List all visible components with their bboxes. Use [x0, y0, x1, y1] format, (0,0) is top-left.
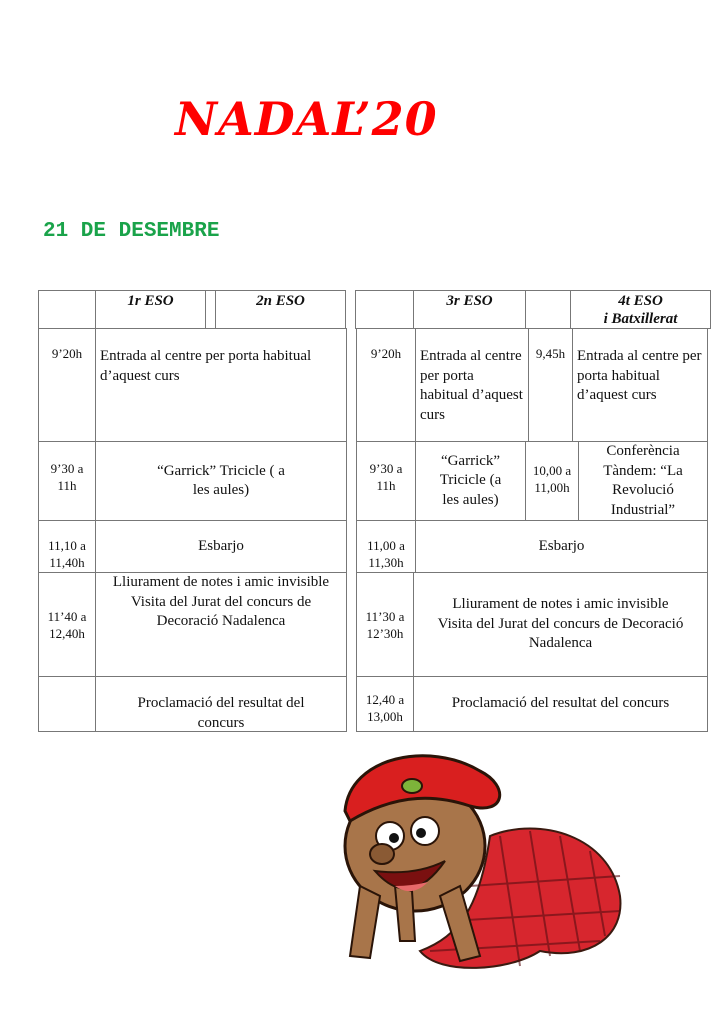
time-cell: 11,10 a 11,40h [38, 520, 96, 573]
header-4t-eso [570, 290, 711, 329]
header-spacer [525, 290, 571, 329]
activity-cell: Esbarjo [415, 520, 708, 573]
time-cell: 10,00 a 11,00h [525, 441, 579, 521]
activity-cell: “Garrick” Tricicle (a les aules) [415, 441, 526, 521]
activity-cell: “Garrick” Tricicle ( a les aules) [95, 441, 347, 521]
activity-cell: Proclamació del resultat del concurs [413, 676, 708, 732]
time-cell: 11’40 a 12,40h [38, 572, 96, 677]
time-cell: 9’20h [38, 328, 96, 442]
activity-cell [95, 572, 347, 677]
time-cell: 9,45h [528, 328, 573, 442]
header-empty-cell [38, 290, 96, 329]
activity-line: Visita del Jurat del concurs de Decoració Nadalenca [130, 593, 312, 629]
time-cell: 9’30 a 11h [38, 441, 96, 521]
activity-line: Lliurament de notes i amic invisible [112, 574, 330, 590]
time-cell: 11,00 a 11,30h [356, 520, 416, 573]
header-2n-eso: 2n ESO [215, 290, 346, 329]
date-heading: 21 DE DESEMBRE [43, 220, 220, 243]
activity-line: Lliurament de notes i amic invisible [452, 596, 669, 613]
header-4t-eso-line2: i Batxillerat [603, 311, 678, 327]
activity-cell: Conferència Tàndem: “La Revolució Industrial” [578, 441, 708, 521]
activity-cell: Entrada al centre per porta habitual d’aquest curs [572, 328, 708, 442]
header-1r-eso: 1r ESO [95, 290, 206, 329]
time-cell: 12,40 a 13,00h [356, 676, 414, 732]
activity-cell: Esbarjo [95, 520, 347, 573]
time-cell: 11’30 a 12’30h [356, 572, 414, 677]
activity-cell [413, 572, 708, 677]
activity-cell: Proclamació del resultat del concurs [95, 676, 347, 732]
activity-cell: Entrada al centre per porta habitual d’aquest curs [415, 328, 529, 442]
activity-line: Visita del Jurat del concurs de Decoració Nadalenca [437, 615, 684, 652]
time-cell: 9’20h [356, 328, 416, 442]
header-3r-eso: 3r ESO [413, 290, 526, 329]
tio-de-nadal-illustration [320, 736, 650, 981]
time-cell: 9’30 a 11h [356, 441, 416, 521]
activity-cell: Entrada al centre per porta habitual d’aquest curs [95, 328, 347, 442]
header-empty-cell [355, 290, 414, 329]
page-title: NADAL’20 [175, 92, 438, 146]
time-cell [38, 676, 96, 732]
header-4t-eso-line1: 4t ESO [618, 293, 663, 309]
